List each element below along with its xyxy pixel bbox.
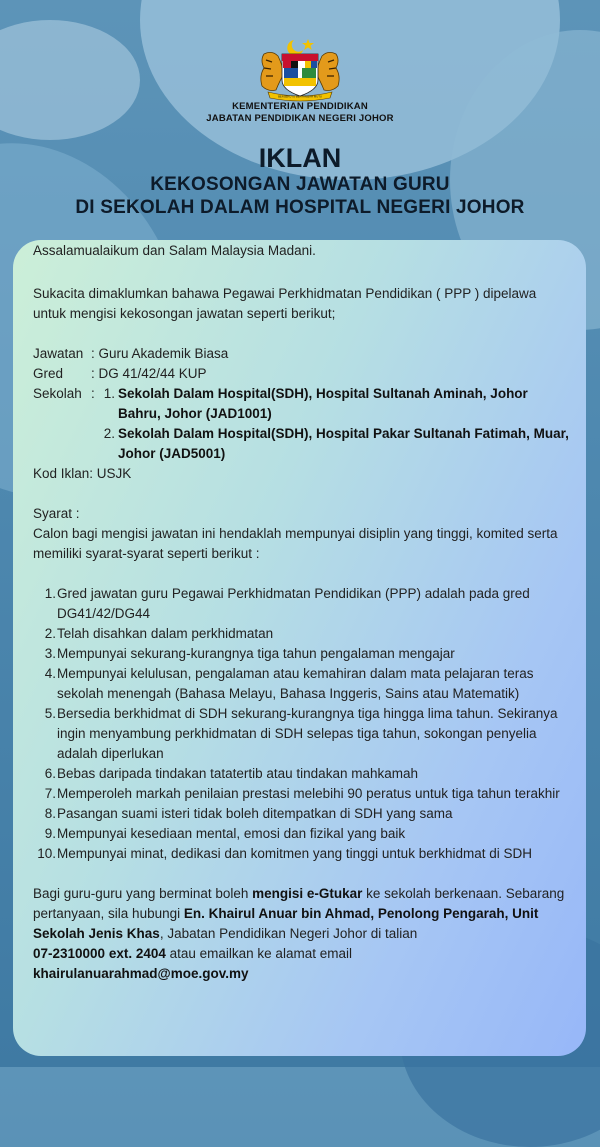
title-sub1: KEKOSONGAN JAWATAN GURU xyxy=(150,174,450,195)
sekolah-label: Sekolah xyxy=(33,386,82,401)
jawatan-value: : Guru Akademik Biasa xyxy=(91,346,229,361)
contact-email-link[interactable]: khairulanuarahmad@moe.gov.my xyxy=(33,966,249,981)
contact-text: Bagi guru-guru yang berminat boleh xyxy=(33,886,253,901)
syarat-heading: Syarat : xyxy=(33,506,80,521)
crescent-icon xyxy=(287,40,303,56)
list-item xyxy=(33,644,573,664)
contact-text: , Jabatan Pendidikan Negeri Johor di talian xyxy=(159,926,418,941)
title-main: IKLAN xyxy=(258,143,342,173)
item-text: Pasangan suami isteri tidak boleh ditempatkan di SDH yang sama xyxy=(57,806,453,821)
page-title xyxy=(0,143,600,219)
gred-value: : DG 41/42/44 KUP xyxy=(91,366,207,381)
school-item xyxy=(97,384,573,424)
item-number: 6. xyxy=(44,766,56,781)
detail-gred xyxy=(33,364,573,384)
ministry-name xyxy=(0,101,600,124)
list-item xyxy=(33,844,573,864)
list-item xyxy=(33,824,573,844)
item-text: Mempunyai sekurang-kurangnya tiga tahun pengalaman mengajar xyxy=(57,646,455,661)
crest-motto-text: BERSEKUTU BERTAMBAH MUTU xyxy=(278,94,322,99)
requirements-list xyxy=(33,584,573,864)
kod-iklan: Kod Iklan: USJK xyxy=(33,466,132,481)
contact-text: atau emailkan ke alamat email xyxy=(165,946,352,961)
ministry-line2: JABATAN PENDIDIKAN NEGERI JOHOR xyxy=(206,112,394,124)
item-text: Mempunyai kesediaan mental, emosi dan fizikal yang baik xyxy=(57,826,406,841)
item-number: 2. xyxy=(44,626,56,641)
title-sub2: DI SEKOLAH DALAM HOSPITAL NEGERI JOHOR xyxy=(75,197,525,218)
content-body xyxy=(33,284,573,984)
item-text: Memperoleh markah penilaian prestasi melebihi 90 peratus untuk tiga tahun terakhir xyxy=(57,786,560,801)
announcement: Sukacita dimaklumkan bahawa Pegawai Perkhidmatan Pendidikan ( PPP ) dipelawa untuk mengisi kekosongan jawatan seperti berikut; xyxy=(33,286,537,321)
list-item xyxy=(33,584,573,624)
item-number: 9. xyxy=(44,826,56,841)
item-number: 5. xyxy=(44,706,56,721)
item-text: Bebas daripada tindakan tatatertib atau tindakan mahkamah xyxy=(57,766,418,781)
item-number: 1. xyxy=(44,586,56,601)
ministry-line1: KEMENTERIAN PENDIDIKAN xyxy=(232,101,368,112)
gred-label: Gred xyxy=(33,366,64,381)
item-number: 7. xyxy=(44,786,56,801)
contact-action: mengisi e-Gtukar xyxy=(252,886,363,901)
tiger-left-icon xyxy=(261,52,284,90)
list-item xyxy=(33,784,573,804)
item-text: Mempunyai minat, dedikasi dan komitmen yang tinggi untuk berkhidmat di SDH xyxy=(57,846,532,861)
item-text: Telah disahkan dalam perkhidmatan xyxy=(57,626,274,641)
syarat-intro: Calon bagi mengisi jawatan ini hendaklah mempunyai disiplin yang tinggi, komited serta memiliki syarat-syarat seperti berikut : xyxy=(33,526,558,561)
detail-sekolah xyxy=(33,384,573,464)
contact-text: ke sekolah berkenaan. Sebarang pertanyaan, sila hubungi xyxy=(33,886,565,921)
item-number: 3. xyxy=(44,646,56,661)
item-number: 8. xyxy=(44,806,56,821)
school-number: 2. xyxy=(103,426,115,441)
jawatan-label: Jawatan xyxy=(33,346,84,361)
school-name: Sekolah Dalam Hospital(SDH), Hospital Sultanah Aminah, Johor Bahru, Johor (JAD1001) xyxy=(118,386,528,421)
tiger-right-icon xyxy=(316,52,339,90)
contact-phone: 07-2310000 ext. 2404 xyxy=(33,946,166,961)
coat-of-arms-icon xyxy=(254,36,346,106)
list-item xyxy=(33,664,573,704)
item-number: 4. xyxy=(44,666,56,681)
list-item xyxy=(33,704,573,764)
contact-person: En. Khairul Anuar bin Ahmad, Penolong Pengarah, Unit Sekolah Jenis Khas xyxy=(33,906,539,941)
detail-jawatan xyxy=(33,344,573,364)
list-item xyxy=(33,624,573,644)
star-icon xyxy=(302,39,314,50)
list-item xyxy=(33,764,573,784)
item-number: 10. xyxy=(37,846,56,861)
item-text: Gred jawatan guru Pegawai Perkhidmatan Pendidikan (PPP) adalah pada gred DG41/42/DG44 xyxy=(57,586,530,621)
school-name: Sekolah Dalam Hospital(SDH), Hospital Pakar Sultanah Fatimah, Muar, Johor (JAD5001) xyxy=(118,426,569,461)
sekolah-colon: : xyxy=(91,386,95,401)
contact-paragraph xyxy=(33,884,573,984)
school-item xyxy=(97,424,573,464)
item-text: Mempunyai kelulusan, pengalaman atau kemahiran dalam mata pelajaran teras sekolah menengah (Bahasa Melayu, Bahasa Inggeris, Sains atau Matematik) xyxy=(57,666,534,701)
list-item xyxy=(33,804,573,824)
greeting: Assalamualaikum dan Salam Malaysia Madani. xyxy=(33,243,316,258)
item-text: Bersedia berkhidmat di SDH sekurang-kurangnya tiga hingga lima tahun. Sekiranya ingin menyambung perkhidmatan di SDH selepas tiga tahun, sokongan penyelia adalah diperlukan xyxy=(57,706,558,761)
school-number: 1. xyxy=(103,386,115,401)
